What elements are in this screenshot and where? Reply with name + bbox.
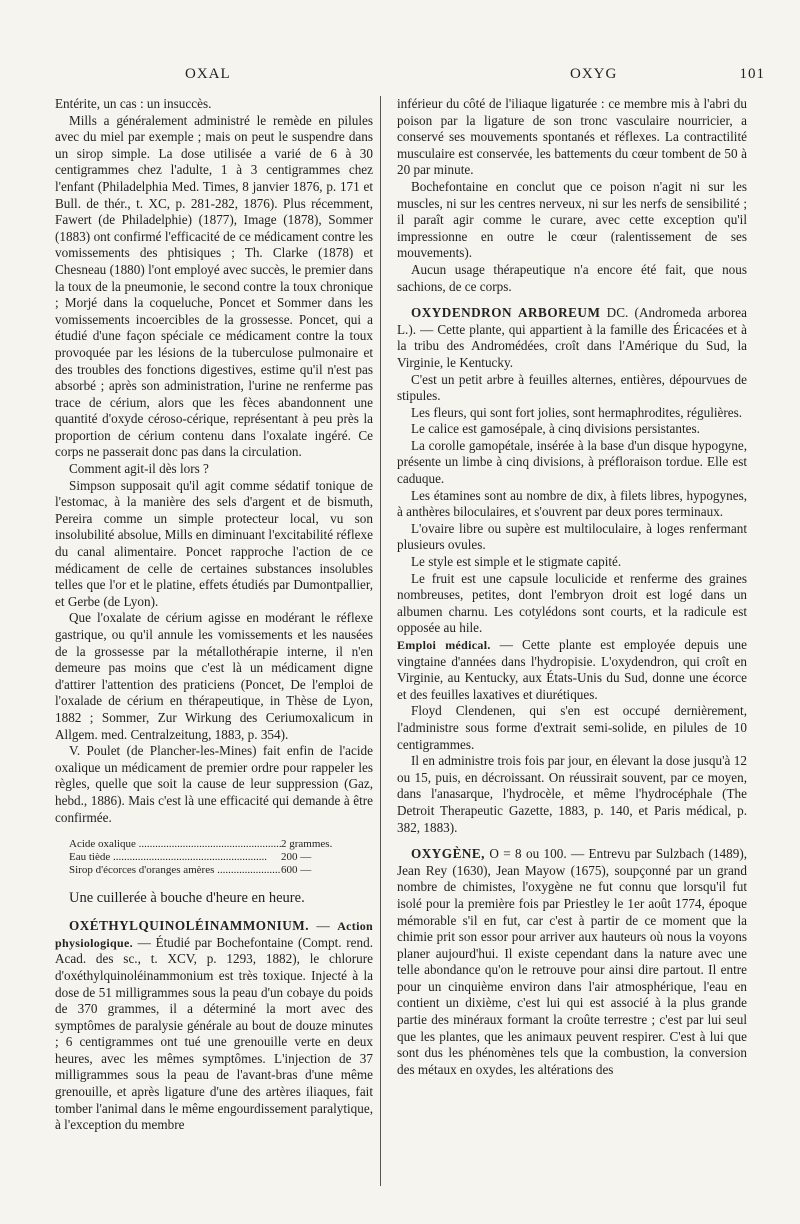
ingredient-quantity: 200 — — [281, 851, 312, 864]
entry-subheading: Emploi médical. — [397, 638, 491, 652]
paragraph: Bochefontaine en conclut que ce poison n'agit ni sur les muscles, ni sur les centres nerveux, ni sur les nerfs de sensibilité ; il paraît agir comme le curare, avec cette exception qu'il impressionne en outre le cœur (ralentissement de ses mouvements). — [397, 178, 747, 261]
paragraph: C'est un petit arbre à feuilles alternes, entières, dépourvues de stipules. — [397, 371, 747, 404]
entry-title: OXYDENDRON ARBOREUM — [411, 305, 601, 321]
page-number: 101 — [739, 66, 765, 82]
paragraph: Le fruit est une capsule loculicide et renferme des graines nombreuses, petites, dont l'embryon droit est logé dans un albumen charnu. Les cotylédons sont courts, et la radicule est opposée au hile. — [397, 570, 747, 636]
paragraph: Aucun usage thérapeutique n'a encore été fait, que nous sachions, de ce corps. — [397, 261, 747, 294]
recipe-formula — [69, 838, 359, 877]
entry-text: — Étudié par Bochefontaine (Compt. rend. Acad. des sc., t. XCV, p. 1293, 1882), le chlorure d'oxéthylquinoléinammonium est très toxique. Injecté à la dose de 51 milligrammes sous la peau d'un cobaye du poids de 370 grammes, il a déterminé la mort avec des symptômes de paralysie générale au bout de douze minutes ; 6 centigrammes ont tué une grenouille verte en deux heures, avec les mêmes symptômes. L'injection de 37 milligrammes sous la peau de l'avant-bras d'une même grenouille, et après ligature d'une des artères iliaques, fait tomber l'animal dans le même engourdissement paralytique, à l'exception du membre — [55, 934, 374, 1133]
paragraph: Les étamines sont au nombre de dix, à filets libres, hypogynes, à anthères biloculaires, et s'ouvrent par deux pores terminaux. — [397, 487, 747, 520]
entry-text: O = 8 ou 100. — Entrevu par Sulzbach (1489), Jean Rey (1630), Jean Mayow (1675), soupçonné par un grand nombre de chimistes, l'oxygène ne fut connu que lorsqu'il fut isolé pour la première fois par Priestley le 1er août 1774, époque mémorable s'il en fut, car c'est à partir de ce moment que la chimie prit son essor pour arriver aux hauteurs où nous la voyons planer aujourd'hui. Il existe cependant dans la nature avec une telle abondance qu'on le retrouve pour ainsi dire partout. Il entre pour un cinquième environ dans l'air atmosphérique, l'eau en contient un dixième, c'est lui qui est associé à la plus grande partie des minéraux formant la croûte terrestre ; c'est par lui seul que les plantes, que les animaux peuvent respirer. C'est à lui que sont dus les phénomènes tels que la combustion, la conversion des métaux en oxydes, les altérations des — [397, 846, 748, 1077]
recipe-line — [69, 838, 359, 851]
recipe-line — [69, 851, 359, 864]
paragraph: Entérite, un cas : un insuccès. — [55, 96, 212, 111]
right-column — [397, 96, 747, 1078]
ingredient-name: Sirop d'écorces d'oranges amères ..... — [69, 864, 281, 877]
paragraph: Simpson supposait qu'il agit comme sédatif tonique de l'estomac, à la manière des sels d'argent et de bismuth, Pereira comme un simple protecteur local, vu son insolubilité absolue, Mills en diminuant l'excitabilité réflexe du canal alimentaire. Poncet rapproche l'action de ce médicament de celle de certaines substances insolubles telles que l'or et le platine, effets étudiés par Dumontpallier, et Gerbe (de Lyon). — [55, 477, 373, 609]
entry-text: DC. (Andromeda arborea L.). — Cette plante, qui appartient à la famille des Éricacées et à la tribu des Andromédées, croît dans l'Amérique du Sud, la Virginie, le Kentucky. — [397, 305, 747, 370]
paragraph: Le calice est gamosépale, à cinq divisions persistantes. — [411, 421, 700, 437]
paragraph: Floyd Clendenen, qui s'en est occupé dernièrement, l'administre sous forme d'extrait semi-solide, en pilules de 10 centigrammes. — [397, 703, 747, 752]
paragraph: Comment agit-il dès lors ? — [69, 461, 209, 477]
entry-title: OXYGÈNE, — [411, 846, 485, 862]
entry-text: — Cette plante est employée depuis une vingtaine d'années dans l'hydropisie. L'oxydendron, qui croît en Virginie, au Kentucky, aux États-Unis du Sud, donne une écorce et des feuilles laxatives et diurétiques. — [397, 637, 747, 702]
paragraph: V. Poulet (de Plancher-les-Mines) fait enfin de l'acide oxalique un médicament de premier ordre pour rappeler les règles, quelle que soit la cause de leur suppression (Gaz, hebd., 1886). Mais c'est là une efficacité qui demande à être confirmée. — [55, 743, 373, 825]
recipe-line — [69, 864, 359, 877]
paragraph: inférieur du côté de l'iliaque ligaturée : ce membre mis à l'abri du poison par la ligature de son tronc vasculaire nourricier, a conservé ses mouvements spontanés et réflexes. La contractilité musculaire est conservée, les battements du cœur tombent de 50 à 20 par minute. — [397, 96, 747, 178]
entry-paragraph — [397, 305, 747, 371]
entry-subheading: Action physiologique. — [55, 919, 373, 950]
header-right-word: OXYG — [570, 66, 618, 82]
entry-title: OXÉTHYLQUINOLÉINAMMONIUM. — [69, 918, 309, 934]
entry-paragraph: OXÉTHYLQUINOLÉINAMMONIUM. — Action physiologique. — Étudié par Bochefontaine (Compt. rend. Acad. des sc., t. XCV, p. 1293, 1882), le chlorure d'oxéthylquinoléinammonium est très toxique. Injecté à la dose de 51 milligrammes sous la peau d'un cobaye du poids de 370 grammes, il a déterminé la mort avec des symptômes de paralysie générale au bout de douze minutes ; 6 centigrammes ont tué une grenouille verte en deux heures, avec les mêmes symptômes. L'injection de 37 milligrammes sous la peau de l'avant-bras d'une même grenouille, et après ligature d'une des artères iliaques, fait tomber l'animal dans le même engourdissement paralytique, à l'exception du membre — [55, 918, 374, 1133]
paragraph: La corolle gamopétale, insérée à la base d'un disque hypogyne, présente un limbe à cinq divisions, à préfloraison tordue. Elle est caduque. — [397, 437, 747, 487]
ingredient-quantity: 2 grammes. — [281, 838, 333, 851]
ingredient-name: Acide oxalique ..... — [69, 838, 281, 851]
paragraph: Le style est simple et le stigmate capité. — [411, 554, 622, 570]
paragraph: Que l'oxalate de cérium agisse en modérant le réflexe gastrique, ou qu'il annule les vomissements et les nausées de la grossesse par la métallothérapie interne, il n'en demeure pas moins que c'est là un médicament digne d'attirer l'attention des praticiens (Poncet, De l'emploi de l'oxalade de cérium en thérapeutique, in Thèse de Lyon, 1882 ; Sommer, Zur Wirkung des Ceriumoxalicum in Allgem. med. Centralzeitung, 1883, p. 354). — [55, 610, 373, 742]
running-header — [55, 66, 765, 88]
entry-paragraph — [397, 846, 747, 1078]
paragraph: Mills a généralement administré le remède en pilules avec du miel par exemple ; mais on peut le suspendre dans un sirop simple. La dose utilisée a varié de 6 à 30 centigrammes chez l'adulte, 1 à 3 centigrammes chez l'enfant (Philadelphia Med. Times, 8 janvier 1876, p. 171 et Bull. de thér., t. XC, p. 281-282, 1876). Plus récemment, Fawert (de Philadelphie) (1877), Image (1878), Sommer (1883) ont confirmé l'efficacité de ce médicament contre les vomissements des phtisiques ; Th. Clarke (1878) et Chesneau (1880) l'ont employé avec succès, le premier dans la toux de la pneumonie, le second contre la toux chronique ; Morjé dans la coqueluche, Poncet et Sommer dans les vomissements incoercibles de la grossesse. Poncet, qui a étudié d'une façon spéciale ce médicament contre la toux provoquée par les lésions de la tuberculose pulmonaire et des troubles des fonctions digestives, estime qu'il n'est pas absorbé ; après son administration, l'urine ne renferme pas trace de cérium, alors que les fèces abandonnent une quantité d'oxyde céroso-cérique, représentant à peu près la proportion de cérium contenu dans l'oxalate ingéré. Ce corps ne passerait donc pas dans la circulation. — [55, 112, 373, 460]
paragraph: L'ovaire libre ou supère est multiloculaire, à loges renfermant plusieurs ovules. — [397, 520, 747, 553]
ingredient-name: Eau tiède ..... — [69, 851, 281, 864]
column-divider — [380, 96, 381, 1186]
paragraph: Les fleurs, qui sont fort jolies, sont hermaphrodites, régulières. — [411, 404, 743, 420]
header-left-word: OXAL — [185, 66, 231, 82]
paragraph: Il en administre trois fois par jour, en élevant la dose jusqu'à 12 ou 15, puis, en décroissant. On réussirait souvent, par ce moyen, dans l'anasarque, l'hydrocèle, et même l'hydrocéphale (The Detroit Therapeutic Gazette, 1883, p. 140, et Paris médical, p. 382, 1883). — [397, 753, 747, 835]
ingredient-quantity: 600 — — [281, 864, 312, 877]
dosage-instruction: Une cuillerée à bouche d'heure en heure. — [69, 890, 305, 907]
left-column — [55, 96, 373, 1134]
entry-paragraph — [397, 637, 747, 703]
